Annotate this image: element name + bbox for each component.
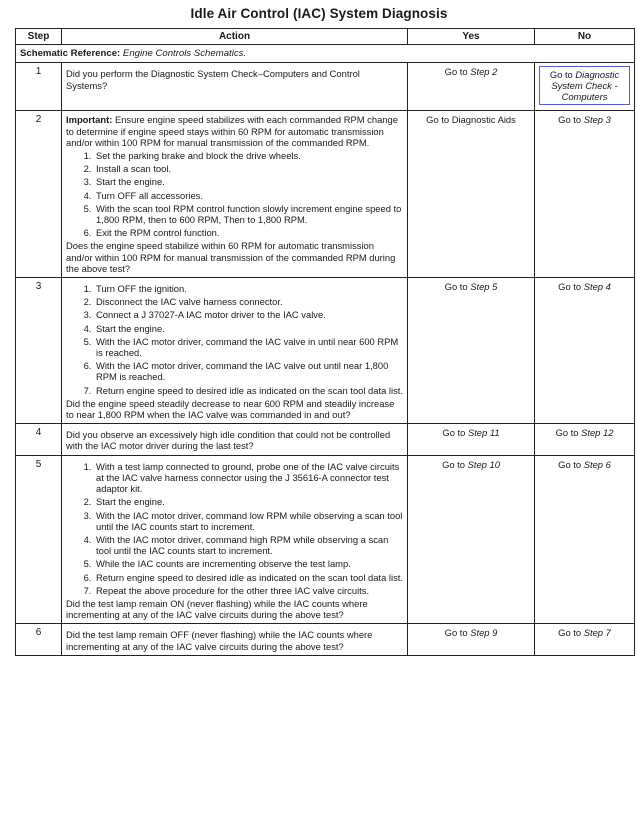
yes-cell <box>408 424 535 455</box>
header-yes: Yes <box>408 29 535 45</box>
no-cell <box>535 624 635 655</box>
question-text: Did the test lamp remain ON (never flashing) while the IAC counts where incrementing at any of the IAC valve circuits during the above test? <box>66 597 368 621</box>
yes-cell <box>408 278 535 424</box>
list-item: 3. Connect a J 37027-A IAC motor driver to the IAC valve. <box>94 309 403 320</box>
diagnostic-system-check-link[interactable] <box>539 66 630 105</box>
no-cell <box>535 455 635 624</box>
list-item: 3. With the IAC motor driver, command low RPM while observing a scan tool until the IAC counts start to increment. <box>94 510 403 532</box>
step-number: 5 <box>16 455 62 624</box>
action-cell <box>62 455 408 624</box>
yes-target-link[interactable]: Step 9 <box>470 627 498 639</box>
procedure-list <box>66 461 403 596</box>
yes-prefix: Go to <box>444 627 468 639</box>
yes-cell <box>408 455 535 624</box>
table-row <box>16 111 635 278</box>
table-row <box>16 278 635 424</box>
step-number: 2 <box>16 111 62 278</box>
no-cell <box>535 111 635 278</box>
list-item: 4. Start the engine. <box>94 323 403 334</box>
schematic-reference-link[interactable]: Engine Controls Schematics. <box>122 48 247 60</box>
header-action: Action <box>62 29 408 45</box>
important-label: Important: <box>66 114 113 126</box>
yes-target-link[interactable]: Step 11 <box>467 427 500 439</box>
no-target-link[interactable]: Step 6 <box>583 458 611 470</box>
list-item: 2. Start the engine. <box>94 496 403 507</box>
step-number: 1 <box>16 63 62 111</box>
list-item: 4. Turn OFF all accessories. <box>94 190 403 201</box>
action-cell <box>62 278 408 424</box>
list-item: 2. Install a scan tool. <box>94 163 403 174</box>
yes-prefix: Go to <box>442 427 466 439</box>
header-no: No <box>535 29 635 45</box>
table-row <box>16 455 635 624</box>
header-step: Step <box>16 29 62 45</box>
list-item: 3. Start the engine. <box>94 176 403 187</box>
yes-prefix: Go to <box>444 66 468 78</box>
no-prefix: Go to <box>558 458 582 470</box>
action-cell <box>62 424 408 455</box>
yes-target-link[interactable]: Step 2 <box>470 66 498 78</box>
yes-cell <box>408 624 535 655</box>
question-text: Did you perform the Diagnostic System Check–Computers and Control Systems? <box>66 68 360 91</box>
yes-prefix: Go to <box>444 281 468 293</box>
list-item: 7. Repeat the above procedure for the other three IAC valve circuits. <box>94 585 403 596</box>
important-text: Ensure engine speed stabilizes with each commanded RPM change to determine if engine speed stays within 60 RPM for automatic transmission and/or within 100 RPM for manual transmission of the commanded RPM. <box>66 114 398 148</box>
list-item: 6. Exit the RPM control function. <box>94 227 403 238</box>
question-text: Did the test lamp remain OFF (never flashing) while the IAC counts where incrementing at any of the IAC valve circuits during the above test? <box>66 629 373 652</box>
list-item: 5. With the scan tool RPM control function slowly increment engine speed to 1,800 RPM, then to 600 RPM, Then to 1,800 RPM. <box>94 203 403 225</box>
no-target-link[interactable]: Diagnostic System Check - Computers <box>551 69 620 103</box>
question-text: Did you observe an excessively high idle condition that could not be controlled with the IAC motor driver during the last test? <box>66 429 391 452</box>
table-row <box>16 63 635 111</box>
yes-cell <box>408 63 535 111</box>
schematic-reference-label: Schematic Reference: <box>20 48 121 60</box>
page-title: Idle Air Control (IAC) System Diagnosis <box>190 6 448 21</box>
no-cell <box>535 424 635 455</box>
table-row <box>16 424 635 455</box>
step-number: 6 <box>16 624 62 655</box>
yes-target-link[interactable]: Step 5 <box>470 281 498 293</box>
important-note <box>66 114 403 148</box>
yes-cell <box>408 111 535 278</box>
list-item: 5. With the IAC motor driver, command the IAC valve in until near 600 RPM is reached. <box>94 336 403 358</box>
procedure-list <box>66 283 403 396</box>
list-item: 4. With the IAC motor driver, command high RPM while observing a scan tool until the IAC counts start to increment. <box>94 534 403 556</box>
diagnostic-aids-link[interactable]: Go to Diagnostic Aids <box>426 114 516 126</box>
no-target-link[interactable]: Step 7 <box>583 627 611 639</box>
question-text: Does the engine speed stabilize within 60 RPM for automatic transmission and/or within 100 RPM for manual transmission of the commanded RPM during the above test? <box>66 240 396 274</box>
header-row <box>16 29 635 45</box>
list-item: 6. Return engine speed to desired idle as indicated on the scan tool data list. <box>94 572 403 583</box>
schematic-reference <box>16 45 635 63</box>
list-item: 7. Return engine speed to desired idle as indicated on the scan tool data list. <box>94 385 403 396</box>
no-cell <box>535 63 635 111</box>
list-item: 1. With a test lamp connected to ground, probe one of the IAC valve circuits at the IAC valve harness connector using the J 35616-A connector test adaptor kit. <box>94 461 403 495</box>
schematic-reference-row <box>16 45 635 63</box>
no-target-link[interactable]: Step 4 <box>583 281 611 293</box>
no-prefix: Go to <box>549 69 573 81</box>
action-cell <box>62 63 408 111</box>
no-prefix: Go to <box>558 114 582 126</box>
step-number: 3 <box>16 278 62 424</box>
diagnosis-table <box>15 28 635 656</box>
no-target-link[interactable]: Step 3 <box>583 114 611 126</box>
step-number: 4 <box>16 424 62 455</box>
no-prefix: Go to <box>558 627 582 639</box>
question-text: Did the engine speed steadily decrease to near 600 RPM and steadily increase to near 1,800 RPM when the IAC valve was commanded in and out? <box>66 397 395 421</box>
no-prefix: Go to <box>555 427 579 439</box>
list-item: 1. Turn OFF the ignition. <box>94 283 403 294</box>
table-row <box>16 624 635 655</box>
list-item: 6. With the IAC motor driver, command the IAC valve out until near 1,800 RPM is reached. <box>94 360 403 382</box>
no-prefix: Go to <box>558 281 582 293</box>
procedure-list <box>66 150 403 238</box>
action-cell <box>62 624 408 655</box>
no-cell <box>535 278 635 424</box>
list-item: 1. Set the parking brake and block the drive wheels. <box>94 150 403 161</box>
yes-prefix: Go to <box>442 458 465 470</box>
list-item: 5. While the IAC counts are incrementing observe the test lamp. <box>94 558 403 569</box>
list-item: 2. Disconnect the IAC valve harness connector. <box>94 296 403 307</box>
yes-target-link[interactable]: Step 10 <box>467 458 500 470</box>
action-cell <box>62 111 408 278</box>
no-target-link[interactable]: Step 12 <box>581 427 614 439</box>
